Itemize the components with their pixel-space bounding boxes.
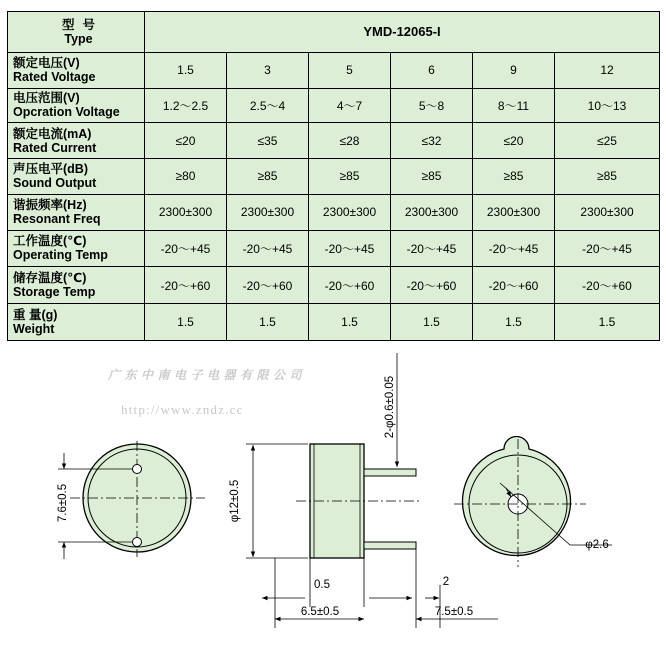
spec-row — [8, 88, 660, 123]
value-cell: 2.5～4 — [227, 88, 309, 123]
spec-row — [8, 304, 660, 341]
value-cell: 2300±300 — [145, 194, 227, 230]
value-cell: 1.5 — [145, 304, 227, 341]
value-cell: 1.5 — [227, 304, 309, 341]
value-cell: ≤20 — [473, 123, 555, 159]
param-label-cell — [8, 123, 145, 159]
value-cell: ≤35 — [227, 123, 309, 159]
model-name: YMD-12065-I — [145, 12, 660, 53]
param-label-en: Rated Voltage — [13, 70, 96, 85]
value-cell: 10～13 — [555, 88, 660, 123]
type-header-cell — [8, 12, 145, 53]
type-row — [8, 12, 660, 53]
spec-table — [7, 11, 660, 341]
side-pin-top — [364, 469, 416, 476]
spec-row — [8, 123, 660, 159]
value-cell: 6 — [391, 52, 473, 88]
param-label-en: Operating Temp — [13, 248, 108, 263]
value-cell: 9 — [473, 52, 555, 88]
spec-row — [8, 267, 660, 304]
side-view — [229, 353, 498, 628]
param-label-cell — [8, 230, 145, 267]
front-pin-top — [133, 465, 142, 474]
front-view — [57, 441, 205, 559]
body-diameter-label: φ12±0.5 — [229, 479, 241, 523]
value-cell: 2300±300 — [227, 194, 309, 230]
value-cell: 2300±300 — [473, 194, 555, 230]
pin-spacing-label: 7.6±0.5 — [57, 483, 69, 523]
company-watermark: 广东中南电子电器有限公司 — [108, 368, 307, 382]
value-cell: 1.5 — [473, 304, 555, 341]
value-cell: ≥85 — [309, 159, 391, 195]
value-cell: ≥80 — [145, 159, 227, 195]
spec-row — [8, 159, 660, 195]
param-label-cell — [8, 159, 145, 195]
param-label-cn: 储存温度(℃) — [13, 271, 87, 286]
param-label-cn: 工作温度(℃) — [13, 234, 87, 249]
param-label-cell — [8, 304, 145, 341]
pin-lead-label: 0.5 — [314, 579, 330, 591]
value-cell: -20～+45 — [227, 230, 309, 267]
back-view — [454, 437, 612, 568]
value-cell: 3 — [227, 52, 309, 88]
param-label-cn: 额定电压(V) — [13, 56, 80, 71]
value-cell: -20～+45 — [473, 230, 555, 267]
value-cell: 4～7 — [309, 88, 391, 123]
param-label-cell — [8, 52, 145, 88]
value-cell: -20～+45 — [555, 230, 660, 267]
value-cell: ≤20 — [145, 123, 227, 159]
value-cell: ≥85 — [473, 159, 555, 195]
value-cell: 12 — [555, 52, 660, 88]
value-cell: ≥85 — [227, 159, 309, 195]
spec-row — [8, 52, 660, 88]
param-label-cell — [8, 194, 145, 230]
value-cell: ≤32 — [391, 123, 473, 159]
body-height-label: 6.5±0.5 — [300, 606, 340, 618]
param-label-cn: 谐振频率(Hz) — [13, 198, 87, 213]
value-cell: 2300±300 — [391, 194, 473, 230]
url-watermark: http://www.zndz.cc — [121, 402, 244, 417]
param-label-en: Opcration Voltage — [13, 105, 120, 120]
value-cell: -20～+45 — [309, 230, 391, 267]
param-label-en: Weight — [13, 322, 55, 337]
param-label-cell — [8, 88, 145, 123]
value-cell: -20～+45 — [391, 230, 473, 267]
value-cell: -20～+60 — [227, 267, 309, 304]
value-cell: 5 — [309, 52, 391, 88]
value-cell: 1.5 — [309, 304, 391, 341]
value-cell: -20～+60 — [309, 267, 391, 304]
value-cell: 1.5 — [391, 304, 473, 341]
pin-offset-label: 2 — [442, 576, 450, 588]
type-label-cn: 型号 — [61, 17, 103, 32]
value-cell: -20～+60 — [473, 267, 555, 304]
value-cell: -20～+45 — [145, 230, 227, 267]
hole-diameter-label: φ2.6 — [585, 539, 609, 551]
dimension-drawing — [0, 345, 666, 654]
value-cell: -20～+60 — [555, 267, 660, 304]
pin-length-label: 7.5±0.5 — [434, 606, 474, 618]
param-label-en: Rated Current — [13, 140, 97, 155]
param-label-en: Sound Output — [13, 176, 97, 191]
value-cell: ≥85 — [555, 159, 660, 195]
value-cell: ≤28 — [309, 123, 391, 159]
value-cell: 2300±300 — [555, 194, 660, 230]
spec-row — [8, 194, 660, 230]
param-label-cell — [8, 267, 145, 304]
param-label-en: Storage Temp — [13, 285, 96, 300]
param-label-cn: 电压范围(V) — [13, 91, 80, 106]
value-cell: -20～+60 — [145, 267, 227, 304]
value-cell: -20～+60 — [391, 267, 473, 304]
value-cell: 5～8 — [391, 88, 473, 123]
value-cell: 8～11 — [473, 88, 555, 123]
value-cell: 1.2～2.5 — [145, 88, 227, 123]
front-pin-bottom — [133, 538, 142, 547]
value-cell: ≤25 — [555, 123, 660, 159]
value-cell: 1.5 — [555, 304, 660, 341]
value-cell: 2300±300 — [309, 194, 391, 230]
type-label-en: Type — [64, 31, 93, 46]
param-label-en: Resonant Freq — [13, 212, 101, 227]
value-cell: 1.5 — [145, 52, 227, 88]
param-label-cn: 额定电流(mA) — [13, 126, 92, 141]
value-cell: ≥85 — [391, 159, 473, 195]
param-label-cn: 重 量(g) — [13, 308, 58, 323]
spec-row — [8, 230, 660, 267]
pin-diameter-label: 2-φ0.6±0.05 — [384, 375, 396, 439]
side-pin-bottom — [364, 542, 416, 549]
param-label-cn: 声压电平(dB) — [13, 162, 88, 177]
